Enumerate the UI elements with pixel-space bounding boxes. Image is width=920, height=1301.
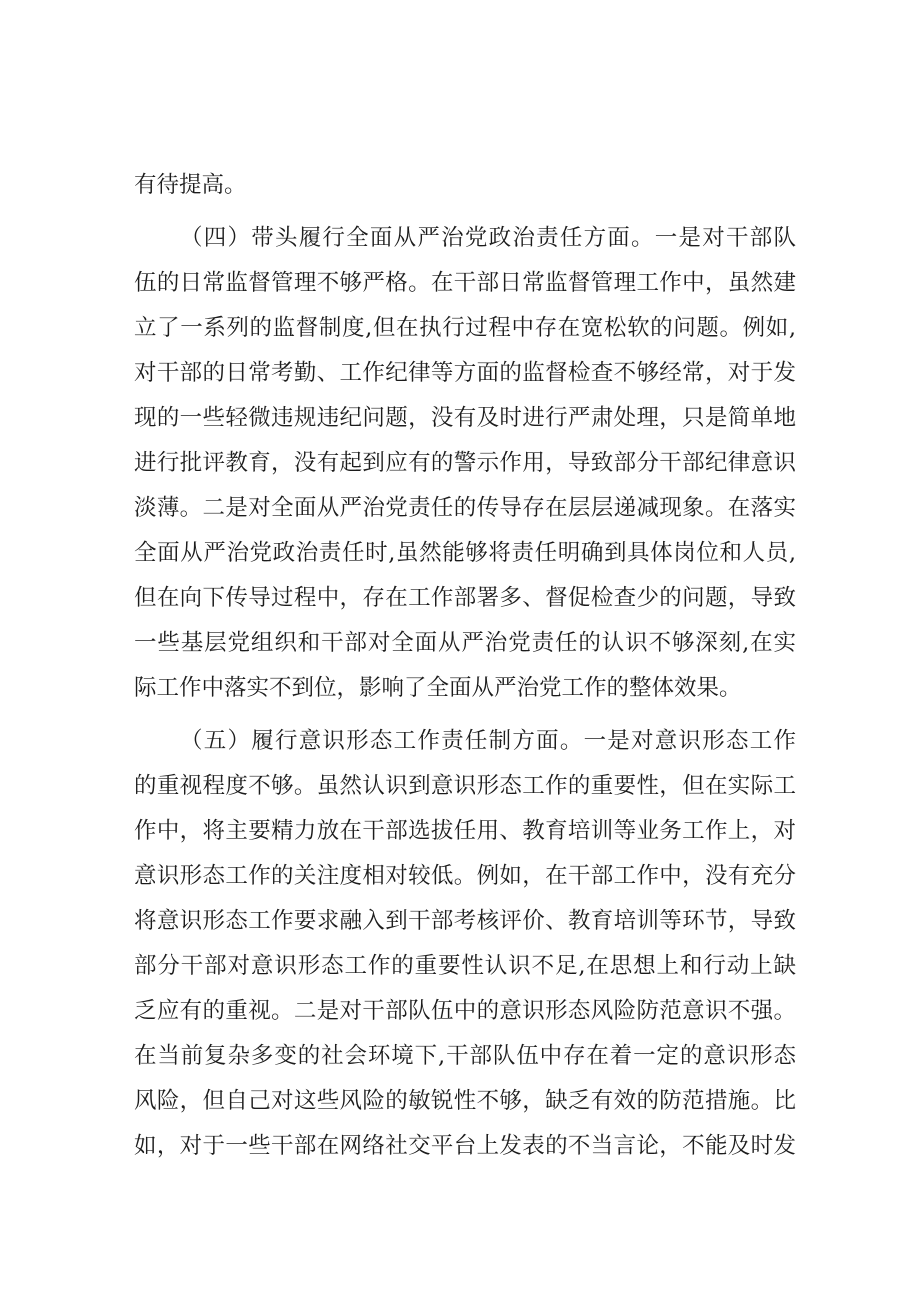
text-line: 如，对于一些干部在网络社交平台上发表的不当言论，不能及时发 (134, 1133, 796, 1159)
text-line: 际工作中落实不到位，影响了全面从严治党工作的整体效果。 (134, 675, 742, 701)
text-line: 一些基层党组织和干部对全面从严治党责任的认识不够深刻,在实 (134, 630, 796, 656)
text-line: 意识形态工作的关注度相对较低。例如，在干部工作中，没有充分 (134, 863, 796, 889)
text-line: 现的一些轻微违规违纪问题，没有及时进行严肃处理，只是简单地 (134, 405, 796, 431)
text-line: 风险，但自己对这些风险的敏锐性不够，缺乏有效的防范措施。比 (134, 1088, 796, 1114)
text-line: 的重视程度不够。虽然认识到意识形态工作的重要性，但在实际工 (134, 773, 796, 799)
text-line: 乏应有的重视。二是对干部队伍中的意识形态风险防范意识不强。 (134, 998, 796, 1024)
text-line: 对干部的日常考勤、工作纪律等方面的监督检查不够经常，对于发 (134, 360, 796, 386)
text-line: 将意识形态工作要求融入到干部考核评价、教育培训等环节，导致 (134, 908, 796, 934)
text-line: 部分干部对意识形态工作的重要性认识不足,在思想上和行动上缺 (134, 953, 796, 979)
text-line: 但在向下传导过程中，存在工作部署多、督促检查少的问题，导致 (134, 585, 796, 611)
text-line: 在当前复杂多变的社会环境下,干部队伍中存在着一定的意识形态 (134, 1043, 796, 1069)
text-line: 有待提高。 (134, 172, 247, 198)
text-line: 作中，将主要精力放在干部选拔任用、教育培训等业务工作上，对 (134, 818, 796, 844)
text-line: （四）带头履行全面从严治党政治责任方面。一是对干部队 (180, 225, 796, 251)
text-line: 伍的日常监督管理不够严格。在干部日常监督管理工作中，虽然建 (134, 270, 796, 296)
text-line: （五）履行意识形态工作责任制方面。一是对意识形态工作 (180, 728, 796, 754)
text-line: 立了一系列的监督制度,但在执行过程中存在宽松软的问题。例如, (134, 315, 796, 341)
text-line: 全面从严治党政治责任时,虽然能够将责任明确到具体岗位和人员, (134, 540, 796, 566)
text-line: 进行批评教育，没有起到应有的警示作用，导致部分干部纪律意识 (134, 450, 796, 476)
text-line: 淡薄。二是对全面从严治党责任的传导存在层层递减现象。在落实 (134, 495, 796, 521)
